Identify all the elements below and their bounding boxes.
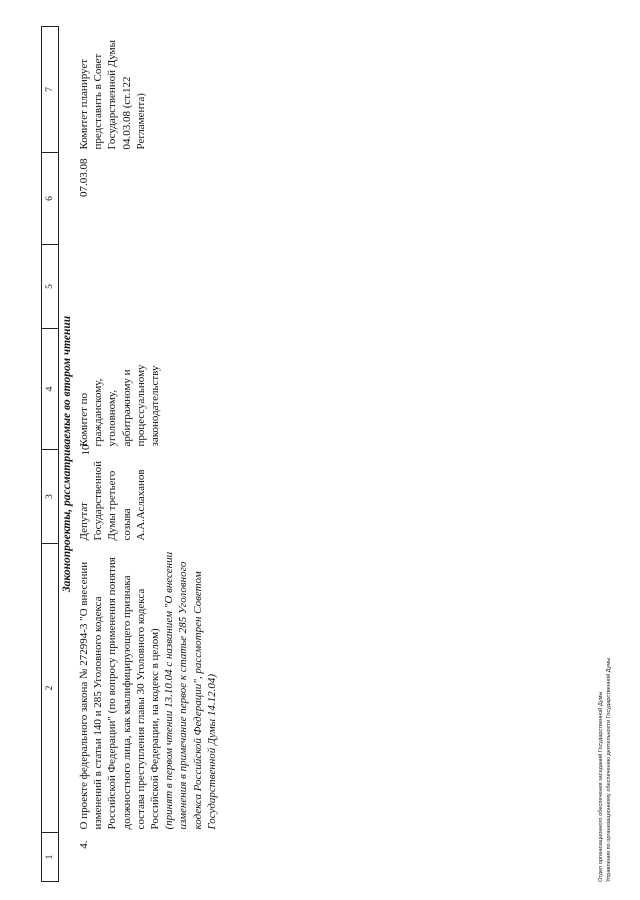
column-number: 1 — [42, 833, 59, 882]
remark: Комитет планирует представить в Совет Государственной Думы 04.03.08 (ст.122 Регламента) — [78, 39, 147, 150]
initiator: Депутат Государственной Думы третьего созыва А.А.Аслаханов — [78, 460, 147, 541]
section-title: Законопроекты, рассматриваемые во втором чтении — [61, 315, 73, 593]
footer-line: Отдел организационного обеспечения заседаний Государственной Думы — [598, 691, 604, 882]
column-number: 7 — [42, 27, 59, 153]
column-number: 2 — [42, 544, 59, 833]
bill-description-cell — [76, 544, 220, 833]
column-number: 6 — [42, 153, 59, 245]
footer-line: Управления по организационному обеспечению деятельности Государственной Думы — [606, 657, 612, 882]
column-number-row — [42, 27, 59, 882]
agenda-table — [41, 26, 220, 882]
column-5-cell — [76, 245, 220, 329]
table-row — [76, 27, 220, 882]
responsible-committee: Комитет по гражданскому, уголовному, арбитражному и процессуальному законодательству — [78, 364, 162, 447]
footer — [597, 552, 613, 882]
column-number: 4 — [42, 329, 59, 450]
column-number: 5 — [42, 245, 59, 329]
bill-note: (принят в первом чтении 13.10.04 с названием "О внесении изменения в примечание первое к статье 285 Уголовного кодекса Российской Федерации", рассмотрен Советом Государственной Думы 14.12.04) — [163, 551, 218, 830]
date: 07.03.08 — [78, 158, 90, 197]
page-number: 10 — [80, 444, 92, 456]
landscape-sheet — [41, 27, 639, 882]
row-number: 4. — [78, 840, 90, 849]
column-number: 3 — [42, 450, 59, 544]
section-row — [59, 27, 77, 882]
bill-description: О проекте федерального закона № 272994-3 "О внесении изменений в статьи 140 и 285 Уголовного кодекса Российской Федерации" (по вопросу применения понятия должностного лица, как квалифицирующего признака состава преступления главы 30 Уголовного кодекса Российской Федерации, на кодекс в целом) — [78, 557, 162, 830]
